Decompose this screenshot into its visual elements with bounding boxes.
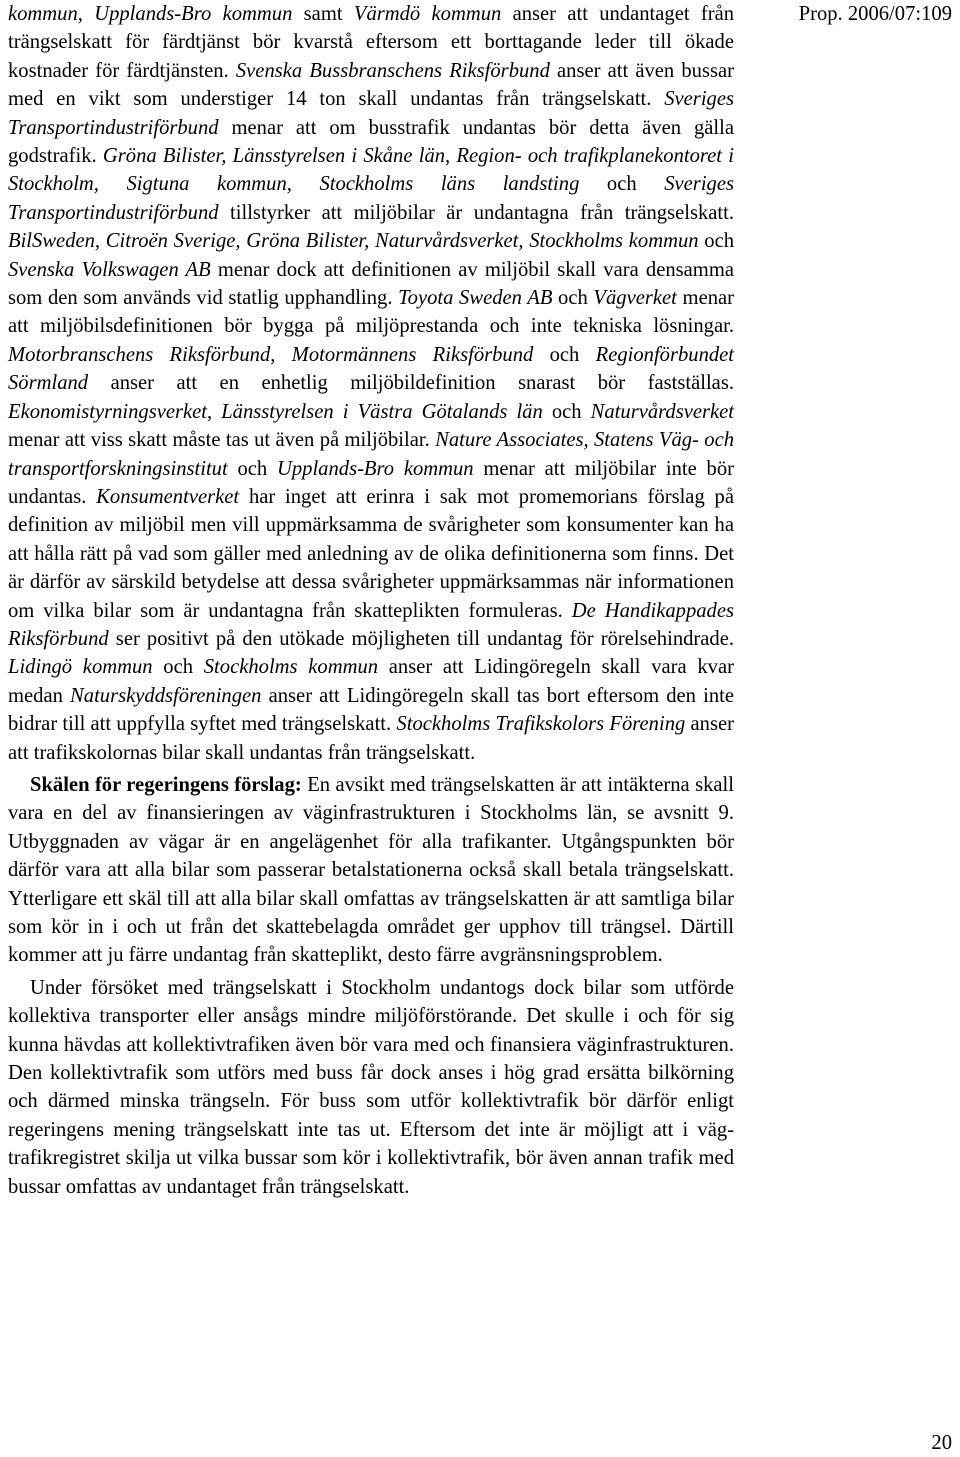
text-run: har inget att erinra i sak mot promemorians förslag på definition av miljöbil men vill uppmärksamma de svårigheter som konsumenter kan ha att hålla rätt på vad som gäller med anledning av de olika definitionerna som finns. Det är därför av särskild betydelse att dessa svårigheter uppmärksammas när informationen om vilka bilar som är undantagna från skatteplikten formuleras. [8, 485, 734, 622]
paragraph-public-transport [8, 974, 734, 1201]
italic-run: Regionförbundet Sörmland [8, 343, 735, 395]
paragraph-reasons [8, 771, 734, 970]
text-run: Under försöket med trängselskatt i Stockholm undantogs dock bilar som utförde kollektiva transporter eller ansågs mindre miljöförstörande. Det skulle i och för sig kunna hävdas att kollektivtrafiken även bör vara med och finansiera väginfrastrukturen. Den kollektivtrafik som utförs med buss får dock anses i hög grad ersätta bilkörning och därmed minska trängseln. För buss som utför kollektivtrafik bör därför enligt regeringens mening trängselskatt inte tas ut. Eftersom det inte är möjligt att i vägtrafikregistret skilja ut vilka bussar som kör i kollektivtrafik, bör även annan trafik med bussar omfattas av undantaget från trängselskatt. [8, 976, 734, 1198]
italic-run: Stockholms kommun [203, 656, 379, 679]
text-run: tillstyrker att miljöbilar är undantagna från trängselskatt. [218, 201, 734, 224]
italic-run: Ekonomistyrningsverket, Länsstyrelsen i Västra Götalands län [8, 400, 543, 423]
bold-run: Skälen för regeringens förslag: [30, 773, 302, 796]
text-run: och [552, 287, 594, 310]
text-run: anser att trafikskolornas bilar skall undantas från trängselskatt. [8, 713, 734, 764]
text-run: anser att Lidingöregeln skall tas bort eftersom den inte bidrar till att uppfylla syftet med trängselskatt. [8, 684, 734, 736]
text-run: menar att miljöbilar inte bör undantas. [8, 457, 734, 508]
italic-run: Naturskyddsföreningen [70, 684, 262, 707]
italic-run: Svenska Volkswagen AB [8, 258, 211, 281]
text-run: och [227, 457, 277, 480]
text-run: och [698, 230, 734, 253]
italic-run: Sveriges Transportindustriförbund [8, 88, 734, 139]
proposition-reference: Prop. 2006/07:109 [798, 3, 952, 25]
text-run: och [542, 400, 591, 423]
text-run: anser att undantaget från trängselskatt för färdtjänst bör kvarstå eftersom ett borttagande leder till ökade kostnader för färdtjänsten. [8, 3, 735, 82]
italic-run: Sveriges Transportindustriförbund [8, 173, 734, 224]
italic-run: De Handikappades Riksförbund [8, 599, 734, 650]
text-run: En avsikt med trängselskatten är att intäkterna skall vara en del av finansieringen av väginfrastrukturen i Stockholms län, se avsnitt 9. Utbyggnaden av vägar är en angelägenhet för alla trafikanter. Utgångspunkten bör därför vara att alla bilar som passerar betalstationerna också skall betala trängselskatt. Ytterligare ett skäl till att alla bilar skall omfattas av trängselskatten är att samtliga bilar som kör in i och ut från det skattebelagda området ger upphov till trängsel. Därtill kommer att ju färre undantag från skatteplikt, desto färre avgränsningsproblem. [8, 773, 735, 967]
body-text-column [8, 0, 734, 1201]
paragraph-remiss-opinions [8, 0, 734, 767]
text-run: menar att om busstrafik undantas bör detta även gälla godstrafik. [8, 116, 734, 168]
italic-run: Svenska Bussbranschens Riksförbund [235, 59, 550, 82]
italic-run: Motorbranschens Riksförbund [8, 343, 271, 366]
italic-run: Värmdö kommun [353, 3, 502, 25]
italic-run: kommun, Upplands-Bro kommun [8, 3, 293, 25]
text-run: menar att viss skatt måste tas ut även på miljöbilar. [8, 429, 436, 452]
text-run: samt [292, 3, 354, 25]
text-run: menar att miljöbilsdefinitionen bör bygga på miljöprestanda och inte tekniska lösningar. [8, 287, 734, 338]
text-run: ser positivt på den utökade möjligheten till undantag för rörelsehindrade. [108, 627, 734, 650]
italic-run: Gröna Bilister, Länsstyrelsen i Skåne län, Region- och trafikplanekontoret i Stockholm, Sigtuna kommun, Stockholms läns landsting [8, 145, 734, 196]
italic-run: Vägverket [593, 287, 677, 310]
text-run: och [533, 343, 596, 366]
italic-run: Lidingö kommun [8, 656, 153, 679]
italic-run: Konsumentverket [96, 485, 240, 508]
italic-run: Motormännens Riksförbund [291, 343, 534, 366]
text-run: och [152, 656, 204, 679]
italic-run: Nature Associates, Statens Väg- och transportforskningsinstitut [8, 429, 735, 480]
page-number: 20 [931, 1432, 952, 1454]
text-run: och [579, 173, 665, 196]
italic-run: BilSweden, Citroën Sverige, Gröna Bilister, Naturvårdsverket, Stockholms kommun [8, 230, 699, 253]
text-run: menar dock att definitionen av miljöbil skall vara densamma som den som används vid statlig upphandling. [8, 258, 734, 310]
italic-run: Upplands-Bro kommun [276, 457, 474, 480]
text-run: anser att Lidingöregeln skall vara kvar medan [8, 656, 734, 707]
text-run: anser att en enhetlig miljöbildefinition snarast bör fastställas. [88, 372, 734, 395]
text-run: , [270, 343, 292, 366]
text-run: anser att även bussar med en vikt som understiger 14 ton skall undantas från trängselskatt. [8, 59, 734, 111]
italic-run: Naturvårdsverket [590, 400, 735, 423]
italic-run: Stockholms Trafikskolors Förening [396, 713, 686, 736]
italic-run: Toyota Sweden AB [398, 287, 553, 310]
